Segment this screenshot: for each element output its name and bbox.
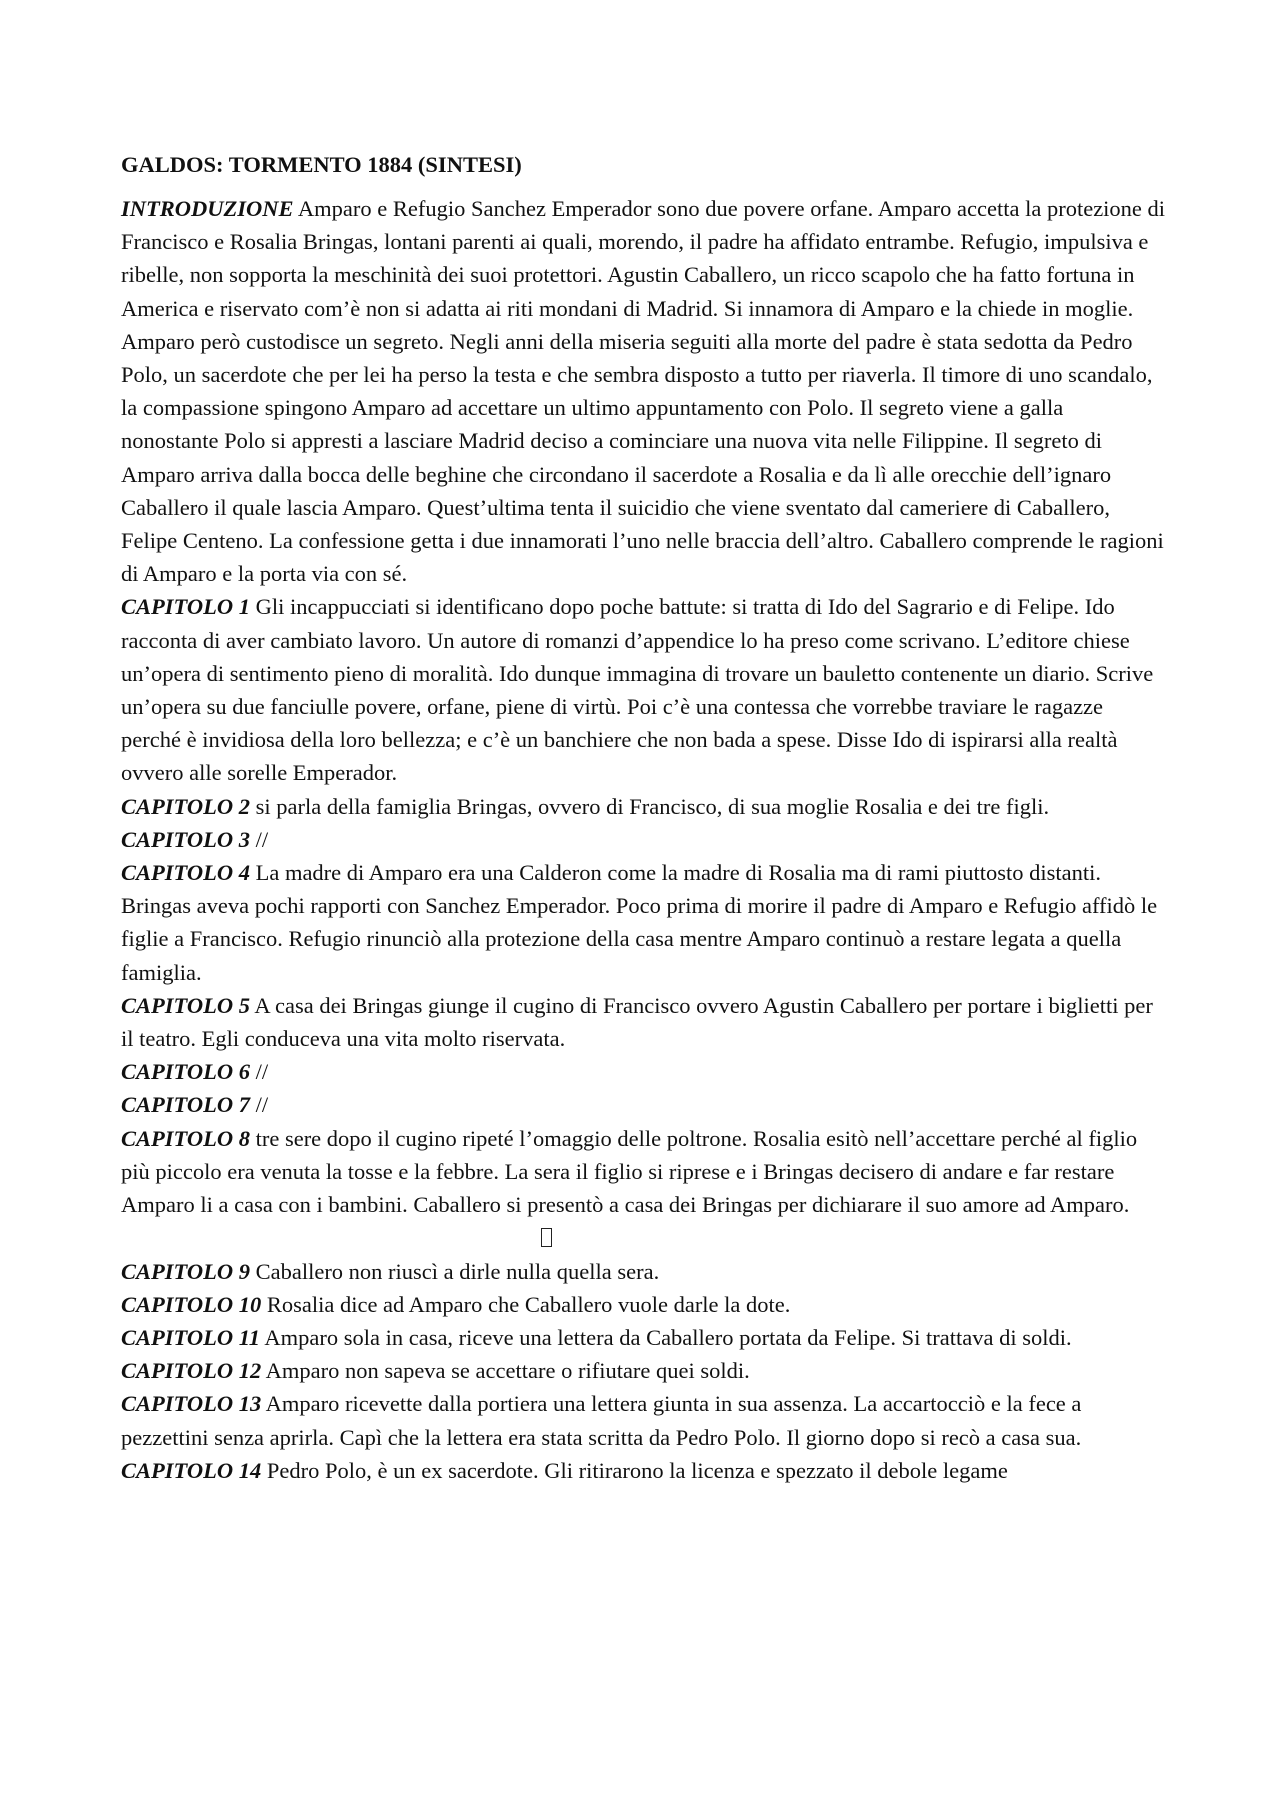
section-heading: CAPITOLO 1 [121, 594, 250, 620]
section-text: Rosalia dice ad Amparo che Caballero vuole darle la dote. [261, 1291, 791, 1317]
section-capitolo-10 [121, 1288, 1166, 1321]
section-text: si parla della famiglia Bringas, ovvero di Francisco, di sua moglie Rosalia e dei tre figli. [249, 793, 1050, 819]
missing-glyph-icon [541, 1228, 552, 1247]
section-text: Amparo sola in casa, riceve una lettera da Caballero portata da Felipe. Si trattava di soldi. [259, 1324, 1072, 1350]
section-introduzione [121, 192, 1166, 590]
section-heading: CAPITOLO 7 [121, 1092, 250, 1118]
section-heading: CAPITOLO 12 [121, 1358, 262, 1384]
section-text: Amparo ricevette dalla portiera una lettera giunta in sua assenza. La accartocciò e la fece a pezzettini senza aprirla. Capì che la lettera era stata scritta da Pedro Polo. Il giorno dopo si recò a casa sua. [121, 1391, 1082, 1450]
section-capitolo-3 [121, 823, 1166, 856]
section-heading: CAPITOLO 2 [121, 793, 250, 819]
section-text: Caballero non riuscì a dirle nulla quella sera. [249, 1258, 660, 1284]
section-text: Amparo e Refugio Sanchez Emperador sono due povere orfane. Amparo accetta la protezione di Francisco e Rosalia Bringas, lontani parenti ai quali, morendo, il padre ha affidato entrambe. Refugio, impulsiva e ribelle, non sopporta la meschinità dei suoi protettori. Agustin Caballero, un ricco scapolo che ha fatto fortuna in America e riservato com’è non si adatta ai riti mondani di Madrid. Si innamora di Amparo e la chiede in moglie. Amparo però custodisce un segreto. Negli anni della miseria seguiti alla morte del padre è stata sedotta da Pedro Polo, un sacerdote che per lei ha perso la testa e che sembra disposto a tutto per riaverla. Il timore di uno scandalo, la compassione spingono Amparo ad accettare un ultimo appuntamento con Polo. Il segreto viene a galla nonostante Polo si appresti a lasciare Madrid deciso a cominciare una nuova vita nelle Filippine. Il segreto di Amparo arriva dalla bocca delle beghine che circondano il sacerdote a Rosalia e da lì alle orecchie dell’ignaro Caballero il quale lascia Amparo. Quest’ultima tenta il suicidio che viene sventato dal cameriere di Caballero, Felipe Centeno. La confessione getta i due innamorati l’uno nelle braccia dell’altro. Caballero comprende le ragioni di Amparo e la porta via con sé. [121, 196, 1166, 587]
section-text: // [249, 1059, 269, 1085]
section-heading: CAPITOLO 13 [121, 1391, 262, 1417]
section-capitolo-6 [121, 1055, 1166, 1088]
section-text: A casa dei Bringas giunge il cugino di Francisco ovvero Agustin Caballero per portare i biglietti per il teatro. Egli conduceva una vita molto riservata. [121, 992, 1153, 1052]
document-title: GALDOS: TORMENTO 1884 (SINTESI) [121, 152, 522, 177]
section-capitolo-1 [121, 590, 1166, 789]
section-text: // [249, 826, 269, 852]
section-capitolo-14 [121, 1454, 1166, 1487]
section-text: La madre di Amparo era una Calderon come la madre di Rosalia ma di rami piuttosto distanti. Bringas aveva pochi rapporti con Sanchez Emperador. Poco prima di morire il padre di Amparo e Refugio affidò le figlie a Francisco. Refugio rinunciò alla protezione della casa mentre Amparo continuò a restare legata a quella famiglia. [121, 860, 1158, 985]
section-capitolo-8 [121, 1122, 1166, 1255]
section-text: Pedro Polo, è un ex sacerdote. Gli ritirarono la licenza e spezzato il debole legame [261, 1457, 1008, 1483]
section-heading: CAPITOLO 8 [121, 1125, 250, 1151]
section-text: tre sere dopo il cugino ripeté l’omaggio delle poltrone. Rosalia esitò nell’accettare perché al figlio più piccolo era venuta la tosse e la febbre. La sera il figlio si riprese e i Bringas decisero di andare e far restare Amparo li a casa con i bambini. Caballero si presentò a casa dei Bringas per dichiarare il suo amore ad Amparo. [121, 1125, 1138, 1218]
section-heading: CAPITOLO 10 [121, 1291, 262, 1317]
section-capitolo-2 [121, 790, 1166, 823]
section-heading: CAPITOLO 6 [121, 1059, 250, 1085]
section-heading: CAPITOLO 3 [121, 826, 250, 852]
section-text: // [249, 1092, 269, 1118]
section-capitolo-7 [121, 1088, 1166, 1121]
section-text: Gli incappucciati si identificano dopo poche battute: si tratta di Ido del Sagrario e di Felipe. Ido racconta di aver cambiato lavoro. Un autore di romanzi d’appendice lo ha preso come scrivano. L’editore chiese un’opera di sentimento pieno di moralità. Ido dunque immagina di trovare un bauletto contenente un diario. Scrive un’opera su due fanciulle povere, orfane, piene di virtù. Poi c’è una contessa che vorrebbe traviare le ragazze perché è invidiosa della loro bellezza; e c’è un banchiere che non bada a spese. Disse Ido di ispirarsi alla realtà ovvero alle sorelle Emperador. [121, 594, 1154, 786]
section-heading: CAPITOLO 11 [121, 1324, 260, 1350]
document-page [121, 148, 1166, 1487]
section-heading: CAPITOLO 5 [121, 992, 250, 1018]
section-heading: INTRODUZIONE [121, 196, 294, 221]
section-heading: CAPITOLO 4 [121, 860, 250, 886]
section-capitolo-13 [121, 1387, 1166, 1453]
section-capitolo-9 [121, 1255, 1166, 1288]
section-heading: CAPITOLO 14 [121, 1457, 262, 1483]
section-capitolo-12 [121, 1354, 1166, 1387]
section-capitolo-5 [121, 989, 1166, 1055]
section-capitolo-11 [121, 1321, 1166, 1354]
section-text: Amparo non sapeva se accettare o rifiutare quei soldi. [261, 1358, 750, 1384]
section-heading: CAPITOLO 9 [121, 1258, 250, 1284]
section-capitolo-4 [121, 856, 1166, 989]
